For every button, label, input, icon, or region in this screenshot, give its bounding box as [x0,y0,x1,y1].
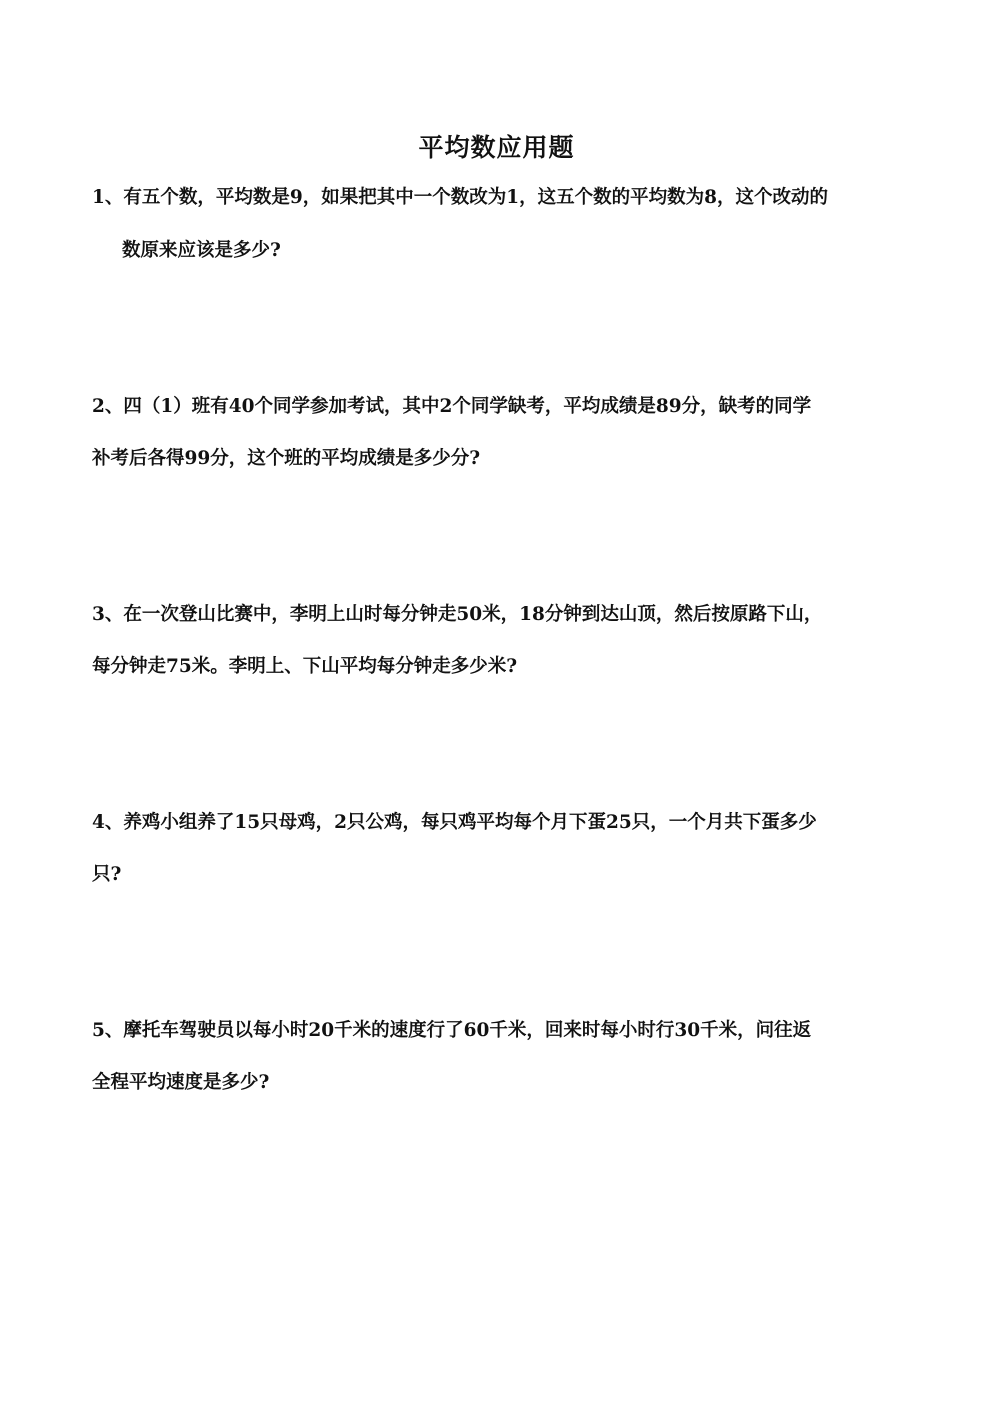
question-4-line-2: 只? [92,864,122,885]
question-5-line-2: 全程平均速度是多少? [92,1072,270,1093]
question-2-line-2: 补考后各得99分，这个班的平均成绩是多少分? [92,448,481,469]
question-3-line-1: 3、在一次登山比赛中，李明上山时每分钟走50米，18分钟到达山顶，然后按原路下山， [92,604,823,625]
question-5-line-1: 5、摩托车驾驶员以每小时20千米的速度行了60千米，回来时每小时行30千米，问往返 [92,1020,812,1041]
question-1-line-2: 数原来应该是多少? [122,240,281,261]
question-2-line-1: 2、四（1）班有40个同学参加考试，其中2个同学缺考，平均成绩是89分，缺考的同学 [92,396,812,417]
question-4-line-1: 4、养鸡小组养了15只母鸡，2只公鸡，每只鸡平均每个月下蛋25只，一个月共下蛋多少 [92,812,817,833]
page-title: 平均数应用题 [418,133,575,162]
question-1-line-1: 1、有五个数，平均数是9，如果把其中一个数改为1，这五个数的平均数为8，这个改动的 [92,187,828,208]
question-3-line-2: 每分钟走75米。李明上、下山平均每分钟走多少米? [92,656,518,677]
